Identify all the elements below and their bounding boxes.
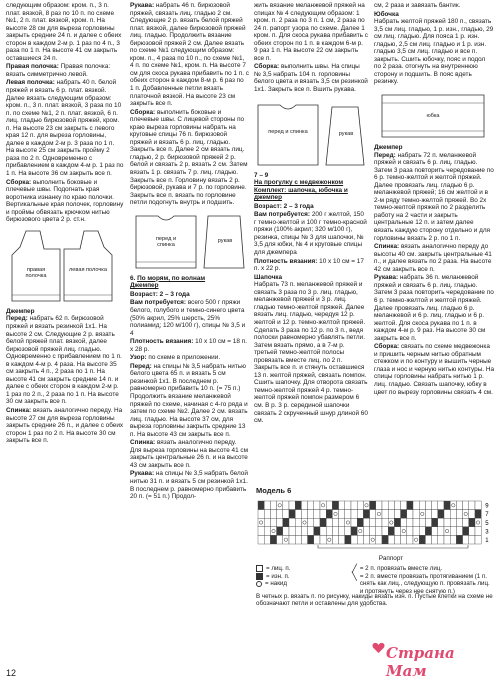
chart-cell [376,535,382,544]
chart-cell [401,535,407,544]
legend-right [352,565,494,595]
chart-cell [258,527,264,536]
section-heading-model-6: 6. По морям, по волнам Джемпер [130,274,206,290]
chart-cell [345,510,351,519]
chart-cell [339,535,345,544]
jumper-pattern-diagram [130,210,249,272]
chart-title: Модель 6 [256,486,292,495]
chart-cell [388,501,394,510]
chart-cell [438,510,444,519]
chart-cell [370,501,376,510]
chart-cell [370,535,376,544]
heading-assembly: Сборка: [6,178,32,186]
chart-cell [376,510,382,519]
chart-cell [301,527,307,536]
rapport-bracket [318,545,468,548]
chart-cell [475,510,481,519]
chart-cell [339,527,345,536]
heart-logo-icon [372,641,385,659]
chart-cell [301,535,307,544]
chart-cell [388,527,394,536]
chart-cell [332,501,338,510]
chart-cell [413,527,419,536]
chart-cell [475,518,481,527]
chart-cell [357,527,363,536]
chart-cell [277,510,283,519]
chart-cell [270,518,276,527]
chart-cell [283,535,289,544]
chart-cell [295,535,301,544]
column-4 [374,2,494,397]
chart-cell [283,518,289,527]
heading-left-front: Левая полочка: [6,79,55,87]
chart-cell [432,527,438,536]
chart-cell [363,518,369,527]
text-block: Рукава: набрать 46 п. бирюзовой пряжей, связать лиц. гладью 2 см. Следующие 2 р. вязать белой пряжей плат. вязкой, далее бирюзовой пряжей лиц. гладью. Продолжить вязание бирюзовой пряжей 2 см. Далее вязать по схеме №1 следующим образом: кром. п., 4 раза по 10 п., по схеме №1, 4 п. по схеме №1, кром. п. На высоте 7 см для скоса рукава прибавить по 1 п. с обеих сторон в каждом 8-м р. 6 раз по 1 п. Добавленные петли вязать платочной вязкой. На высоте 23 см закрыть все п. [130,2,249,108]
chart-cell [450,510,456,519]
chart-cell [351,510,357,519]
chart-cell [382,510,388,519]
chart-cell [351,501,357,510]
chart-cell [407,510,413,519]
chart-cell [432,501,438,510]
age-line: Возраст: 2 – 3 года [254,202,314,210]
chart-cell [258,510,264,519]
chart-cell [438,527,444,536]
text-block: Плотность вязания: 10 x 10 см = 17 п. x 22 р. [254,257,364,273]
chart-cell [320,535,326,544]
chart-cell [264,501,270,510]
chart-cell [463,518,469,527]
chart-cell [289,535,295,544]
diagram-label: перед и спинка [268,128,308,135]
chart-cell [326,518,332,527]
text-block: Сборка: выполнить швы. На спицы № 3,5 набрать 104 п. горловины белого цвета и вязать 3,5 см резинкой 1x1. Закрыть все п. Вшить рукава. [254,63,368,94]
chart-cell [289,527,295,536]
chart-cell [469,501,475,510]
chart-cell [308,501,314,510]
chart-cell [370,527,376,536]
chart-cell [388,518,394,527]
chart-cell [283,510,289,519]
chart-cell [382,518,388,527]
chart-cell [475,527,481,536]
knitting-chart-section [256,486,494,646]
chart-cell [382,501,388,510]
text-block: Вам потребуется: 200 г желтой, 150 г темно-желтой и 100 г темно-красной пряжи (100% акрил; 320 м/100 г), резинка, спицы № 3 для шапочки, № 3,5 для юбки, № 4 и круговые спицы для джемпера [254,211,367,257]
chart-cell [370,510,376,519]
chart-cell [345,501,351,510]
chart-cell [289,501,295,510]
chart-cell [283,501,289,510]
chart-cell [295,501,301,510]
text-block: Плотность вязания: 10 x 10 см = 18 п. x 28 р. [130,338,247,353]
chart-cell [376,527,382,536]
text-block: Сборка: выполнить боковые и плечевые швы. Подогнать края воротника изнанку по краю полочки. Вертикальные края полочек, горловину и проймы обвязать крючком нитью бирюзового цвета 2 р. ст.н. [6,178,124,224]
text-block: следующим образом: кром. п., 3 п. плат. вязкой, 8 раз по 10 п. по схеме №1, 2 п. плат. вязкой, кром. п. На высоте 28 см для выреза горловины закрыть средние 24 п. и далее с обеих сторон в каждом 2-м р. 1 раз по 4 п., 3 раза по 1 п. На высоте 41 см закрыть оставшиеся 24 п. [6,2,122,62]
chart-cell [401,527,407,536]
chart-cell [413,535,419,544]
row-number-label: 5 [485,520,489,527]
chart-cell [357,501,363,510]
chart-cell [301,518,307,527]
chart-cell [425,518,431,527]
diagram-label: рукав [338,130,354,137]
chart-cell [345,527,351,536]
jumper-pattern-diagram-2 [254,97,368,169]
chart-cell [425,501,431,510]
chart-cell [264,518,270,527]
skirt-pattern-diagram [374,89,492,141]
chart-cell [438,501,444,510]
chart-cell [463,527,469,536]
chart-cell [419,510,425,519]
chart-cell [382,527,388,536]
chart-cell [345,518,351,527]
chart-cell [401,501,407,510]
chart-cell [264,535,270,544]
chart-cell [456,510,462,519]
section-heading-jumper: Джемпер [6,307,35,315]
rapport-label: Раппорт [378,555,404,562]
text-block: Рукава: на спицы № 3,5 набрать белой нитью 31 п. и вязать 5 см резинкой 1x1. В последнем р. равномерно прибавить 20 п. (= 51 п.) Продол- [130,470,248,501]
chart-cell [376,518,382,527]
chart-cell [407,535,413,544]
text-block: Перед: на спицы № 3,5 набрать нитью белого цвета 65 п. и вязать 5 см резинкой 1x1. В последнем р. равномерно прибавить 10 п. (= 75 п.) Продолжить вязание меланжевой пряжей по схеме, начиная с 4-го ряда и затем по схеме №2. Далее 2 см. вязать лиц. гладью. На высоте 37 см, для выреза горловины закрыть средние 13 п. На высоте 43 см закрыть все п. [130,362,248,438]
text-block: Сборка: связать по схеме медвежонка и пришить черным нитью обратным стежком и по контуру и вышить черные глаза и нос и черную нитью контуры. На спицы горловины набрать нитью 1 р. лиц. гладью. Связать шапочку, юбку в цвет по вырезу горловины связать 4 см. [374,343,495,396]
chart-cell [295,527,301,536]
chart-cell [308,518,314,527]
chart-cell [450,501,456,510]
chart-cell [444,501,450,510]
legend-item: = изн. п. [256,573,348,581]
chart-cell [401,518,407,527]
text-block: Вам потребуется: всего 500 г пряжи белого, голубого и темно-синего цвета (50% акрил, 25% шерсть, 25% полиамид; 120 м/100 г), спицы № 3,5 и 4 [130,299,246,337]
chart-cell [419,535,425,544]
diagram-label: рукав [217,237,233,244]
ssk-icon: ╲ [352,571,357,581]
section-heading-hat: Шапочка [254,273,283,281]
chart-cell [314,527,320,536]
chart-cell [314,510,320,519]
chart-cell [444,535,450,544]
text-block: Сборка: выполнить боковые и плечевые швы. С лицевой стороны по краю выреза горловины набрать на круговые спицы 76 п. бирюзовой пряжей и вязать 6 р. лиц. гладью. Закрыть все п. Далее 2 см вязать лиц. гладью, 2 р. бирюзовой пряжей 2 р. белой и связать 2 р. вязать 2 см. Затем вязать 1 р. связать 7 р. лиц. гладью. Закрыть все п. Горловину вязать 2 р. бирюзовой, рукава и 7 р. по горловине. Закрыть все п. вязать по горловине петли подогнуть внутрь и подшить. [130,108,248,207]
row-number-label: 9 [485,503,489,510]
chart-cell [357,535,363,544]
chart-cell [326,510,332,519]
chart-cell [339,510,345,519]
diagram-label: правая полочка [25,266,47,279]
row-number-label: 1 [485,538,489,544]
row-number-label: 7 [485,512,489,519]
chart-cell [394,527,400,536]
chart-cell [469,518,475,527]
chart-cell [326,527,332,536]
chart-cell [277,501,283,510]
chart-cell [326,535,332,544]
chart-cell [413,518,419,527]
watermark-logo: Страна Мам [386,644,455,680]
text-block: Спинка: вязать аналогично переду до высоты 40 см. закрыть центральные 41 п., и далее вязать по 2 раза. На высоте 42 см закрыть все п. [374,243,492,273]
legend-item: ╱ = 2 п. провязать вместе лиц. [352,564,443,573]
text-block: жить вязание меланжевой пряжей на спицах № 4 следующим образом: 1 кром. п. 2 раза по 3 п. 1 см, 2 раза по 24 п. рапорт узора по схеме. Далее 1 кром. п. Для скоса рукава прибавить с обеих сторон по 1 п. в каждом 6-м р. 9 раз 1 п. На высоте 22 см закрыть все п. [254,2,368,62]
text-block: Перед: набрать 62 п. бирюзовой пряжей и вязать резинкой 1x1. На высоте 2 см. Следующие 2 р. вязать белой пряжей плат. вязкой, далее бирюзовой пряжей лиц. гладью. Одновременно с прибавлением по 1 п. в каждом 4-м р. 4 раза. На высоте 35 см закрыть 4 п., 2 раза по 1 п. На высоте 41 см закрыть средние 14 п. и далее с обеих сторон в каждом 2-м р. 1 раз по 2 п., 2 раза по 1 п. На высоте 30 см закрыть все п. [6,315,122,406]
chart-cell [264,527,270,536]
chart-cell [339,518,345,527]
chart-cell [394,501,400,510]
chart-cell [308,527,314,536]
text-block: Спинка: вязать аналогично переду. Для выреза горловины на высоте 41 см закрыть центральные 26 п. и на высоте 43 см закрыть все п. [130,439,248,469]
chart-cell [376,501,382,510]
chart-cell [469,527,475,536]
chart-cell [363,510,369,519]
k2tog-icon: ╱ [352,564,357,573]
chart-cell [425,527,431,536]
knit-stitch-icon [256,565,263,572]
chart-cell [456,535,462,544]
chart-cell [456,518,462,527]
column-1 [6,2,124,446]
column-3 [254,2,368,426]
chart-cell [277,527,283,536]
chart-cell [357,518,363,527]
chart-cell [432,535,438,544]
legend-left [256,565,348,588]
chart-cell [270,527,276,536]
chart-cell [370,518,376,527]
chart-cell [456,527,462,536]
chart-cell [264,510,270,519]
chart-cell [444,510,450,519]
chart-cell [432,518,438,527]
chart-cell [270,501,276,510]
section-heading-jumper-2: Джемпер [374,144,403,152]
chart-cell [314,518,320,527]
diagram-label: юбка [426,113,440,120]
text-block: Набрать желтой пряжей 180 п., связать 3,5 см лиц. гладью, 1 р. изн., гладью, 29 см лиц. гладью. Для пояса 1 р. изн. гладью, 2,5 см лиц. гладью и 1 р. изн. гладью 3,5 см лиц. гладью и все п. закрыть. Сшить юбочку, пояс и подол по 2 раза. отогнуть на внутреннюю сторону и подшить. В пояс вдеть резинку. [374,18,494,86]
chart-cell [351,527,357,536]
chart-cell [469,535,475,544]
chart-cell [270,510,276,519]
chart-cell [425,535,431,544]
chart-cell [463,510,469,519]
chart-cell [277,535,283,544]
chart-cell [289,510,295,519]
chart-cell [258,501,264,510]
diagram-label: перед и спинка [155,235,177,248]
chart-cell [301,501,307,510]
chart-cell [413,501,419,510]
chart-cell [295,510,301,519]
chart-cell [450,535,456,544]
chart-cell [332,527,338,536]
chart-cell [289,518,295,527]
chart-cell [308,510,314,519]
text-block: Рукава: набрать 36 п. меланжевой пряжей и связать 6 р. лиц. гладью. Затем 3 раза повторить чередование по 6 р. темно-желтой и желтой пряжей. Далее провязать лиц. гладью 6 р. меланжевой и 6 р. лиц. гладью и 6 р. желтой. Для скоса рукава по 1 п. в каждом 4-м р. 9 раз. На высоте 30 см закрыть все п. [374,274,494,342]
chart-cell [320,510,326,519]
chart-cell [450,527,456,536]
chart-cell [351,518,357,527]
legend-item: = лиц. п. [256,565,348,573]
legend-item: = накид [256,580,348,588]
row-number-label: 3 [485,529,489,536]
vest-outline [6,227,118,305]
chart-cell [363,535,369,544]
chart-cell [413,510,419,519]
age-line: Возраст: 2 – 3 года [130,290,190,298]
column-2 [130,2,249,502]
chart-cell [332,535,338,544]
page-number: 12 [6,668,17,678]
chart-cell [463,535,469,544]
chart-cell [419,527,425,536]
text-block: Правая полочка: Правая полочка: вязать симметрично левой. [6,63,111,78]
chart-cell [407,527,413,536]
chart-cell [314,535,320,544]
chart-cell [475,501,481,510]
chart-cell [258,518,264,527]
chart-cell [407,501,413,510]
chart-cell [382,535,388,544]
chart-cell [419,501,425,510]
chart-cell [345,535,351,544]
chart-cell [320,518,326,527]
text-block: Спинка: вязать аналогично переду. На высоте 27 см для выреза горловины закрыть средние 26 п., и далее с обеих сторон 1 раз по 2 п. На высоте 30 см закрыть все п. [6,406,124,445]
chart-cell [475,535,481,544]
chart-cell [301,510,307,519]
chart-cell [394,510,400,519]
chart-cell [295,518,301,527]
chart-cell [401,510,407,519]
chart-cell [363,527,369,536]
chart-cell [357,510,363,519]
chart-cell [326,501,332,510]
chart-cell [277,518,283,527]
chart-cell [308,535,314,544]
chart-cell [270,535,276,544]
chart-cell [463,501,469,510]
chart-cell [425,510,431,519]
chart-cell [394,518,400,527]
text-block: Перед: набрать 72 п. меланжевой пряжей и связать 6 р. лиц. гладью. Затем 3 раза повторить чередование по 6 р. темно-желтой и желтой пряжей. Далее провязать лиц. гладью 6 р. меланжевой пряжей; 16 см желтой и в 2-м ряду темно-желтой пряжей. Во 2x темно-желтой пряжей по 2 разделить работу на 2 части и закрыть центральные 12 п. и затем далее вязать каждую сторону отдельно и для горловины вязать 2 р. по 1 п. [374,151,494,242]
heading-right-front: Правая полочка: [6,63,61,71]
chart-cell [283,527,289,536]
chart-cell [407,518,413,527]
chart-cell [258,535,264,544]
chart-cell [444,518,450,527]
chart-cell [438,535,444,544]
text-block: см, 2 раза и завязать бантик. [374,2,461,9]
knitting-chart-grid [256,497,494,549]
chart-cell [432,510,438,519]
diagram-label: левая полочка [69,266,107,273]
chart-cell [332,518,338,527]
chart-cell [388,510,394,519]
vest-pattern-diagram [6,227,118,305]
chart-cell [438,518,444,527]
chart-cell [388,535,394,544]
chart-cell [444,527,450,536]
chart-cell [419,518,425,527]
chart-cell [394,535,400,544]
chart-cell [351,535,357,544]
chart-cell [469,510,475,519]
text-block: Узор: по схеме в приложении. [130,354,221,362]
section-heading-model-7-9: 7 – 9 На прогулку с медвежонком Комплект: шапочка, юбочка и джемпер [254,171,348,202]
chart-cell [450,518,456,527]
chart-cell [339,501,345,510]
purl-stitch-icon [256,573,263,580]
chart-cell [456,501,462,510]
yarn-over-icon [256,581,262,587]
chart-cell [363,501,369,510]
text-block: Левая полочка: набрать 40 п. белой пряжей и вязать 6 р. плат. вязкой. Далее вязать следующим образом: кром. п., 3 п. плат. вязкой, 3 раза по 10 п. по схеме №1, 2 п. плат. вязкой, 6 п. лиц. гладью бирюзовой пряжей, кром. п. На высоте 23 см закрыть с левого края 12 п. для выреза горловины, далее в каждом 2-м р. 3 раза по 1 п. На высоте 25 см закрыть пройму 2 раза по 2 п. Одновременно с прибавлением в каждом 4-м р. 1 раз по 1 п. На высоте 36 см закрыть все п. [6,79,124,178]
legend-item: ╲ = 2 п. вместе провязать протягиванием (1 п. снять как лиц., следующую п. провязать лиц. и протянуть через нее снятую п.) [352,571,490,595]
text-block: Набрать 73 п. меланжевой пряжей и связать 3 раза по 3 р. лиц. гладью, меланжевой пряжей и 3 р. лиц. гладью темно-желтой пряжей. Далее вязать лиц. гладью, чередуя 12 р. желтой и 12 р. темно-желтой пряжей. Сделать 3 раза по 12 р. по 3 п., ведя полоски равномерно убавлять петли. Затем вязать прямо, а в 7-м р. третьей темно-желтой полосы провязать вместе лиц. по 2 п. Закрыть все п. и стянуть оставшиеся 13 п. желтой пряжей, связать помпон. Сшить шапочку. Для отворота связать темно-желтой пряжей 4 р. темно-желтой пряжей помпон размером 6 см. В р. 3 р. серединой шапочки связать 2 скрученный шнур длиной 60 см. [254,281,368,425]
chart-cell [320,527,326,536]
chart-cell [320,501,326,510]
chart-footnote: В четных р. вязать п. по рисунку, накиды вязать изн. п. Пустые клетки на схеме не обозначают петли и оставлены для удобства. [256,593,493,608]
chart-cell [314,501,320,510]
chart-cell [332,510,338,519]
section-heading-skirt: Юбочка [374,10,399,18]
